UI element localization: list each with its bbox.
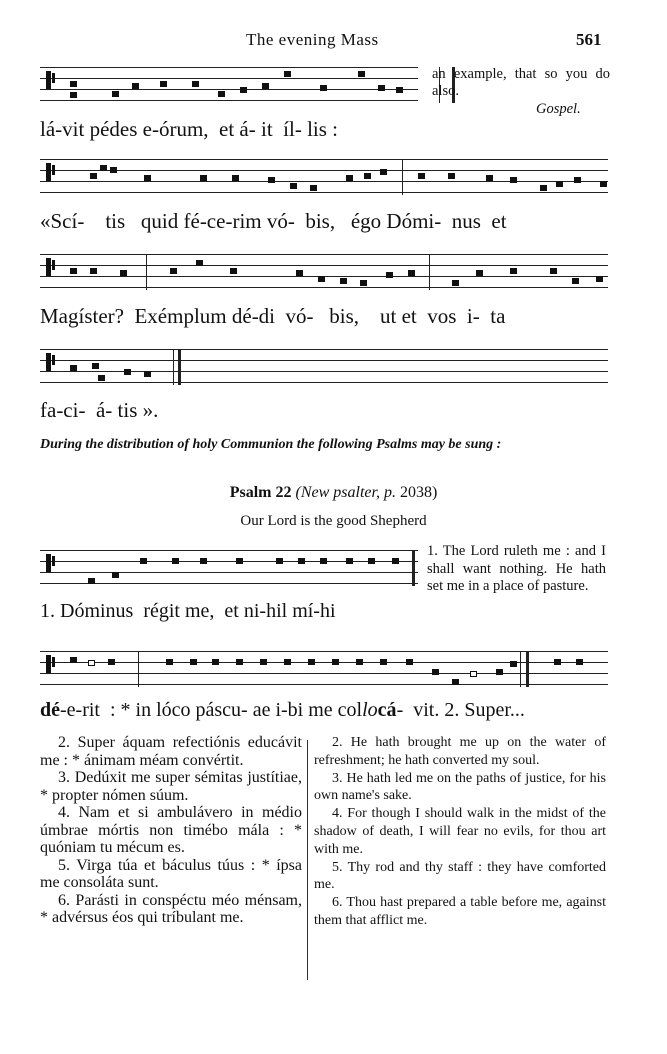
latin-verses-column [40, 734, 302, 927]
chant-lyrics-line-4: fa-ci- á- tis ». [40, 398, 159, 422]
english-verse: 5. Thy rod and thy staff : they have comforted me. [314, 859, 606, 893]
english-verses-column [314, 734, 606, 930]
chant-lyrics-line-3: Magíster? Exémplum dé-di vó- bis, ut et vos i- ta [40, 304, 506, 328]
psalm-line2-lyrics [40, 699, 525, 722]
psalm-title-ref: (New psalter, p. [295, 484, 396, 501]
psalm-line2-bold: cá [377, 699, 397, 721]
chant-staff-4 [40, 349, 608, 385]
chant-staff-1 [40, 67, 418, 103]
chant-lyrics-line-2: «Scí- tis quid fé-ce-rim vó- bis, égo Dómi- nus et [40, 209, 507, 233]
column-divider [307, 740, 308, 980]
latin-verse: 4. Nam et si ambulávero in médio úmbrae mórtis non timébo mála : * quóniam tu mécum es. [40, 804, 302, 856]
english-verse: 6. Thou hast prepared a table before me, against them that afflict me. [314, 895, 606, 928]
psalm-title-number: Psalm 22 [229, 484, 292, 501]
latin-verse: 6. Parásti in conspéctu méo ménsam, * advérsus éos qui tríbulant me. [40, 891, 302, 926]
latin-verse: 5. Virga túa et báculus túus : * ípsa me consoláta sunt. [40, 856, 302, 891]
psalm-line2-mid: -e-rit : * in lóco páscu- ae i-bi me col [60, 699, 363, 721]
running-header: The evening Mass [246, 30, 379, 49]
psalm-staff-2 [40, 651, 608, 687]
english-verse: 4. For though I should walk in the midst of the shadow of death, I will fear no evils, for thou art with me. [314, 806, 606, 857]
rubric-instruction: During the distribution of holy Communion the following Psalms may be sung : [40, 437, 502, 452]
psalm-intonation-translation: 1. The Lord ruleth me : and I shall want nothing. He hath set me in a place of pasture. [427, 543, 606, 594]
chant-staff-3 [40, 254, 608, 290]
latin-verse: 2. Super áquam refectiónis educávit me : * ánimam méam convértit. [40, 734, 302, 769]
gospel-label: Gospel. [536, 101, 581, 117]
psalm-title-page: 2038) [399, 484, 438, 501]
psalm-staff-1 [40, 550, 418, 586]
english-verse: 3. He hath led me on the paths of justice, for his own name's sake. [314, 770, 606, 804]
psalm-title [0, 484, 667, 502]
psalm-line2-start: dé [40, 699, 60, 721]
chant-staff-2 [40, 159, 608, 195]
psalm-subtitle: Our Lord is the good Shepherd [240, 513, 427, 529]
chant-lyrics-line-1: lá-vit pédes e-órum, et á- it íl- lis : [40, 117, 338, 141]
english-verse: 2. He hath brought me up on the water of refreshment; he hath converted my soul. [314, 735, 606, 768]
chant-side-translation: an example, that so you do also. [432, 66, 610, 99]
psalm-line2-end: - vit. 2. Super... [396, 699, 525, 721]
psalm-line2-italic: lo [362, 699, 378, 721]
page-number: 561 [576, 30, 602, 49]
psalm-intonation-lyrics: 1. Dóminus régit me, et ni-hil mí-hi [40, 600, 336, 622]
latin-verse: 3. Dedúxit me super sémitas justítiae, * propter nómen súum. [40, 769, 302, 804]
